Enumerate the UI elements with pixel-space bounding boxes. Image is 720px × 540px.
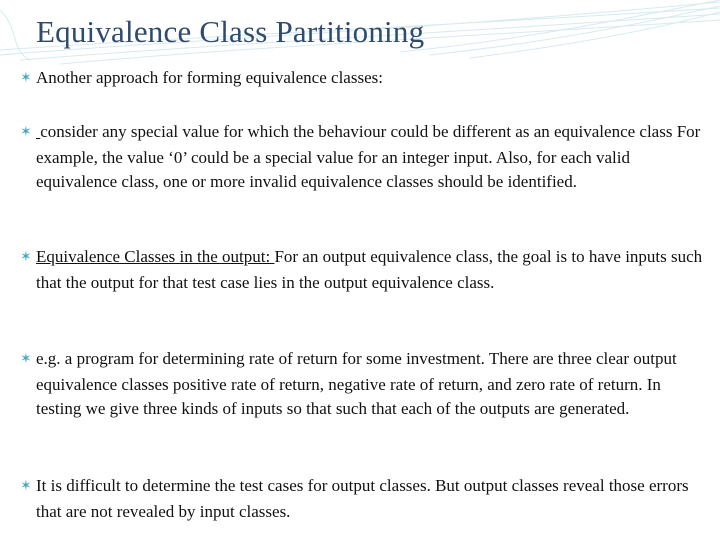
swirl-bullet-icon: ✶ [20, 352, 32, 367]
bullet-text: Another approach for forming equivalence classes: [36, 68, 383, 87]
swirl-bullet-icon: ✶ [20, 125, 32, 140]
bullet-text: e.g. a program for determining rate of return for some investment. There are three clear output equivalence classes positive rate of return, negative rate of return, and zero rate of return. In testing we give three kinds of inputs so that such that each of the outputs are generated. [36, 349, 677, 418]
bullet-label: Equivalence Classes in the output: [36, 247, 275, 266]
bullet-item [16, 66, 706, 92]
swirl-bullet-icon: ✶ [20, 250, 32, 265]
slide-title: Equivalence Class Partitioning [36, 14, 425, 49]
bullet-item [16, 245, 706, 295]
bullet-text: It is difficult to determine the test cases for output classes. But output classes reveal those errors that are not revealed by input classes. [36, 476, 689, 521]
swirl-bullet-icon: ✶ [20, 71, 32, 86]
bullet-item [16, 347, 706, 422]
bullet-text: consider any special value for which the behaviour could be different as an equivalence class For example, the value ‘0’ could be a special value for an integer input. Also, for each valid equivalence class, one or more invalid equivalence classes should be identified. [36, 122, 701, 191]
bullet-text: For an output equivalence class, the goal is to have inputs such that the output for that test case lies in the output equivalence class. [36, 247, 703, 292]
bullet-item [16, 120, 706, 195]
swirl-bullet-icon: ✶ [20, 479, 32, 494]
bullet-item [16, 474, 706, 524]
